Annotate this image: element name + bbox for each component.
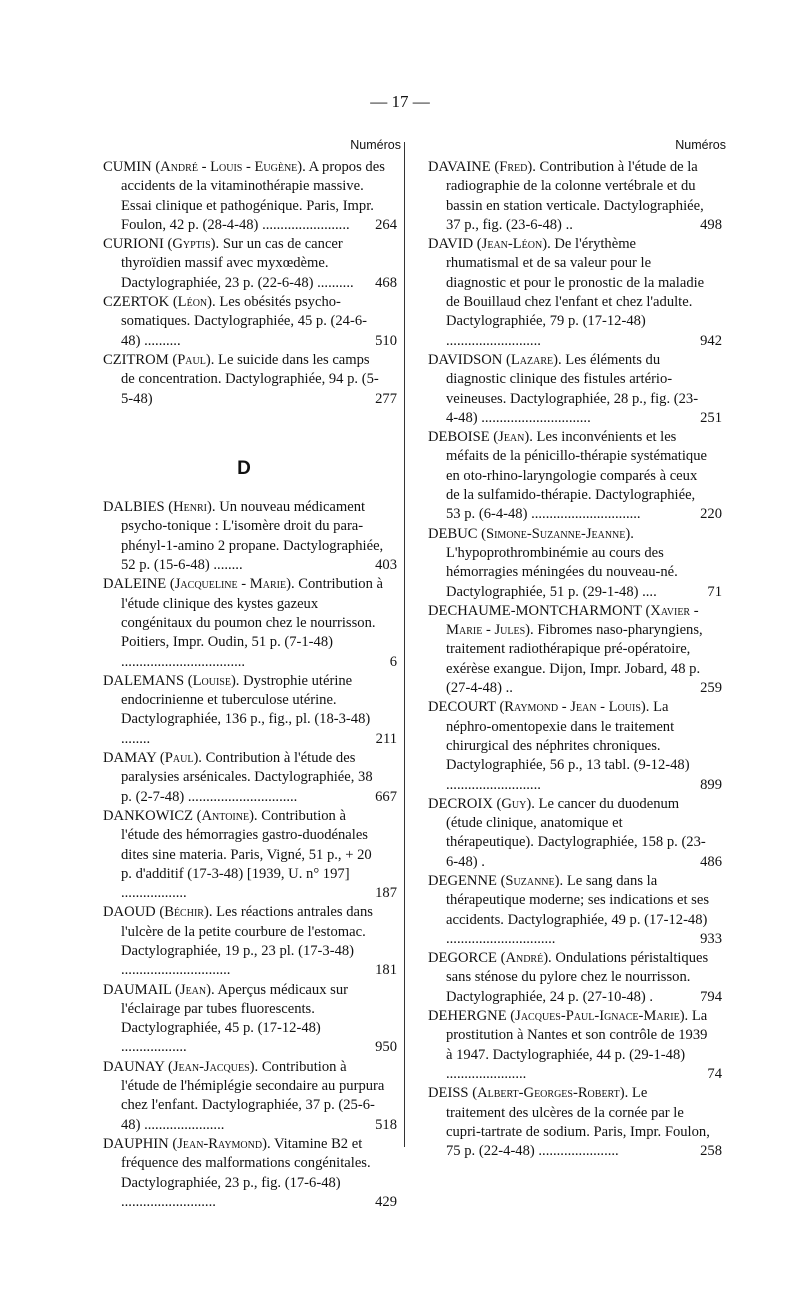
author-given-names: (André - Louis - Eugène). [155, 159, 306, 175]
entry-number: 899 [700, 776, 722, 793]
thesis-title: La néphro-omentopexie dans le traitement chirurgical des néphrites chroniques. Dactylographiée, 56 p., 13 tabl. (9-12-48) .......................... [446, 699, 690, 793]
thesis-title: Les éléments du diagnostic clinique des fistules artério-veineuses. Dactylographiée, 28 p., fig. (23-4-48) .............................. [446, 351, 699, 426]
thesis-title: Le suicide dans les camps de concentration. Dactylographiée, 94 p. (5-5-48) [121, 351, 379, 407]
bibliography-entry [103, 575, 397, 671]
author-given-names: (Jean-Raymond). [172, 1135, 271, 1152]
author-given-names: (Louise). [187, 672, 240, 689]
author-given-names: (Gyptis). [167, 236, 220, 253]
bibliography-entry [103, 1058, 397, 1135]
author-surname: DECHAUME-MONTCHARMONT [428, 602, 642, 619]
bibliography-entry [428, 235, 722, 351]
author-surname: DEISS [428, 1085, 469, 1102]
thesis-title: Contribution à l'étude de l'hémiplégie secondaire au purpura chez l'enfant. Dactylographiée, 37 p. (25-6-48) ...................... [121, 1058, 385, 1133]
author-given-names: (Jean-Léon). [476, 236, 551, 253]
author-given-names: (Henri). [168, 499, 216, 516]
author-given-names: (Guy). [496, 795, 535, 812]
author-surname: DAUMAIL [103, 981, 172, 998]
bibliography-entry [428, 351, 722, 428]
entry-number: 181 [375, 962, 397, 979]
author-surname: DEBOISE [428, 429, 490, 446]
entry-number: 6 [389, 653, 397, 670]
author-given-names: (Jean). [175, 981, 215, 998]
bibliography-entry [103, 807, 397, 903]
author-surname: DEBUC [428, 525, 478, 542]
thesis-title: De l'érythème rhumatismal et de sa valeur pour le diagnostic et pour le pronostic de la maladie de Bouillaud chez l'enfant et chez l'adulte. Dactylographiée, 79 p. (17-12-48) .......................... [446, 236, 705, 349]
thesis-title: Le sang dans la thérapeutique moderne; ses indications et ses accidents. Dactylographiée, 49 p. (17-12-48) .............................. [446, 872, 710, 947]
bibliography-entry [103, 1135, 397, 1212]
bibliography-entry [103, 981, 397, 1058]
author-given-names: (Jean). [493, 429, 533, 446]
author-given-names: (Jacqueline - Marie). [169, 576, 295, 593]
bibliography-entry [428, 1007, 722, 1084]
author-surname: DAVAINE [428, 159, 491, 175]
author-surname: DECROIX [428, 795, 493, 812]
entry-number: 794 [700, 988, 722, 1005]
thesis-title: A propos des accidents de la vitaminothérapie massive. Essai clinique et pathogénique. Paris, Impr. Foulon, 42 p. (28-4-48) ........................ [121, 159, 385, 233]
left-column-header: Numéros [350, 138, 401, 152]
author-given-names: (Béchir). [159, 904, 213, 921]
entry-number: 942 [700, 332, 722, 349]
entry-number: 950 [375, 1039, 397, 1056]
right-column [428, 136, 726, 1161]
author-given-names: (Léon). [172, 294, 216, 311]
thesis-title: Les obésités psycho-somatiques. Dactylographiée, 45 p. (24-6-48) .......... [121, 294, 367, 349]
bibliography-entry [428, 795, 722, 872]
bibliography-entry [103, 351, 397, 409]
thesis-title: Un nouveau médicament psycho-tonique : L'isomère droit du para-phényl-1-amino 2 propane. Dactylographiée, 52 p. (15-6-48) ........ [121, 499, 384, 574]
entry-number: 74 [707, 1065, 722, 1082]
author-given-names: (Paul). [172, 351, 215, 368]
thesis-title: Fibromes naso-pharyngiens, traitement radiothérapique pré-opératoire, exérèse exangue. Dijon, Impr. Jobard, 48 p. (27-4-48) .. [446, 622, 703, 697]
author-surname: DEHERGNE [428, 1008, 507, 1025]
entry-number: 187 [375, 885, 397, 902]
entry-number: 403 [375, 557, 397, 574]
author-given-names: (André). [500, 950, 552, 967]
right-entries [428, 158, 722, 1161]
bibliography-entry [428, 1084, 722, 1161]
right-column-header: Numéros [675, 138, 726, 152]
entry-number: 220 [700, 506, 722, 523]
thesis-title: Dystrophie utérine endocrinienne et tuberculose utérine. Dactylographiée, 136 p., fig., pl. (18-3-48) ........ [121, 672, 371, 747]
bibliography-entry [428, 698, 722, 794]
author-given-names: (Suzanne). [500, 872, 564, 889]
author-surname: DECOURT [428, 699, 496, 716]
entry-number: 510 [375, 332, 397, 349]
bibliography-entry [428, 949, 722, 1007]
entry-number: 259 [700, 680, 722, 697]
author-surname: DALEMANS [103, 672, 185, 689]
author-surname: CZERTOK [103, 294, 170, 311]
bibliography-entry [103, 498, 397, 575]
section-letter: D [237, 457, 251, 479]
entry-number: 429 [375, 1193, 397, 1210]
author-surname: DEGORCE [428, 950, 497, 967]
entry-number: 518 [375, 1116, 397, 1133]
column-divider [404, 142, 405, 1147]
author-surname: DAVIDSON [428, 351, 503, 368]
entry-number: 258 [700, 1143, 722, 1160]
page-number: — 17 — [370, 92, 430, 111]
bibliography-entry [428, 602, 722, 698]
author-surname: CUMIN [103, 159, 152, 175]
thesis-title: Le traitement des ulcères de la cornée par le cupri-tartrate de sodium. Paris, Impr. Foulon, 75 p. (22-4-48) ...................... [446, 1085, 710, 1160]
thesis-title: Ondulations péristaltiques sans sténose du pylore chez le nourrisson. Dactylographiée, 24 p. (27-10-48) . [446, 950, 709, 1005]
author-surname: DALBIES [103, 499, 165, 516]
thesis-title: Les réactions antrales dans l'ulcère de la petite courbure de l'estomac. Dactylographiée, 19 p., 23 pl. (17-3-48) .............................. [121, 904, 373, 979]
entry-number: 933 [700, 930, 722, 947]
author-given-names: (Fred). [494, 159, 536, 175]
entry-number: 498 [700, 216, 722, 233]
thesis-title: Contribution à l'étude des hémorragies gastro-duodénales dites sine materia. Paris, Vigné, 51 p., + 20 p. d'additif (17-3-48) [1939, U. n° 197] .................. [121, 807, 372, 902]
author-surname: DAUPHIN [103, 1135, 169, 1152]
author-surname: DALEINE [103, 576, 167, 593]
entry-number: 251 [700, 409, 722, 426]
bibliography-entry [103, 903, 397, 980]
bibliography-entry [103, 235, 397, 293]
thesis-title: Contribution à l'étude de la radiographie de la colonne vertébrale et du bassin en station verticale. Dactylographiée, 37 p., fig. (23-6-48) .. [446, 159, 704, 233]
author-surname: CURIONI [103, 236, 164, 253]
thesis-title: Contribution à l'étude clinique des kystes gazeux congénitaux du poumon chez le nourrisson. Poitiers, Impr. Oudin, 51 p. (7-1-48) .................................. [121, 576, 384, 670]
author-surname: DANKOWICZ [103, 807, 193, 824]
bibliography-entry [428, 428, 722, 524]
author-surname: DAUNAY [103, 1058, 165, 1075]
bibliography-entry [103, 158, 397, 235]
bibliography-entry [428, 158, 722, 235]
bibliography-entry [103, 749, 397, 807]
thesis-title: L'hypoprothrombinémie au cours des hémorragies méningées du nouveau-né. Dactylographiée, 51 p. (29-1-48) .... [446, 544, 678, 600]
entry-number: 468 [375, 274, 397, 291]
author-given-names: (Lazare). [506, 351, 562, 368]
bibliography-entry [428, 872, 722, 949]
entry-number: 486 [700, 853, 722, 870]
author-surname: DEGENNE [428, 872, 497, 889]
entry-number: 667 [375, 788, 397, 805]
entry-number: 211 [375, 730, 397, 747]
left-entries-d [103, 498, 397, 1212]
thesis-title: Les inconvénients et les méfaits de la pénicillo-thérapie systématique en oto-rhino-laryngologie comparés à ceux de la sulfamido-thérapie. Dactylographiée, 53 p. (6-4-48) .............................. [446, 429, 707, 523]
author-given-names: (Antoine). [196, 807, 258, 824]
thesis-title: Sur un cas de cancer thyroïdien massif avec myxœdème. Dactylographiée, 23 p. (22-6-48) .......... [121, 236, 354, 291]
author-given-names: (Raymond - Jean - Louis). [499, 699, 650, 716]
entry-number: 277 [375, 390, 397, 407]
thesis-title: La prostitution à Nantes et son contrôle de 1939 à 1947. Dactylographiée, 44 p. (29-1-48) ...................... [446, 1008, 708, 1082]
entry-number: 264 [375, 216, 397, 233]
author-given-names: (Simone-Suzanne-Jeanne). [481, 525, 634, 542]
thesis-title: Vitamine B2 et fréquence des malformations congénitales. Dactylographiée, 23 p., fig. (17-6-48) .......................... [121, 1135, 371, 1210]
left-column [103, 136, 401, 1212]
author-given-names: (Jean-Jacques). [168, 1058, 259, 1075]
author-given-names: (Jacques-Paul-Ignace-Marie). [510, 1008, 689, 1025]
author-given-names: (Xavier - Marie - Jules). [446, 602, 699, 639]
left-entries-c [103, 158, 397, 409]
author-surname: CZITROM [103, 351, 169, 368]
thesis-title: Contribution à l'étude des paralysies arsénicales. Dactylographiée, 38 p. (2-7-48) .............................. [121, 750, 373, 805]
bibliography-entry [103, 672, 397, 749]
bibliography-entry [103, 293, 397, 351]
bibliography-entry [428, 525, 722, 602]
author-surname: DAMAY [103, 750, 157, 767]
author-given-names: (Paul). [159, 750, 202, 767]
author-surname: DAVID [428, 236, 474, 253]
author-surname: DAOUD [103, 904, 156, 921]
thesis-title: Le cancer du duodenum (étude clinique, anatomique et thérapeutique). Dactylographiée, 158 p. (23-6-48) . [446, 795, 706, 870]
thesis-title: Aperçus médicaux sur l'éclairage par tubes fluorescents. Dactylographiée, 45 p. (17-12-48) .................. [121, 981, 348, 1056]
author-given-names: (Albert-Georges-Robert). [472, 1085, 629, 1102]
entry-number: 71 [707, 583, 722, 600]
